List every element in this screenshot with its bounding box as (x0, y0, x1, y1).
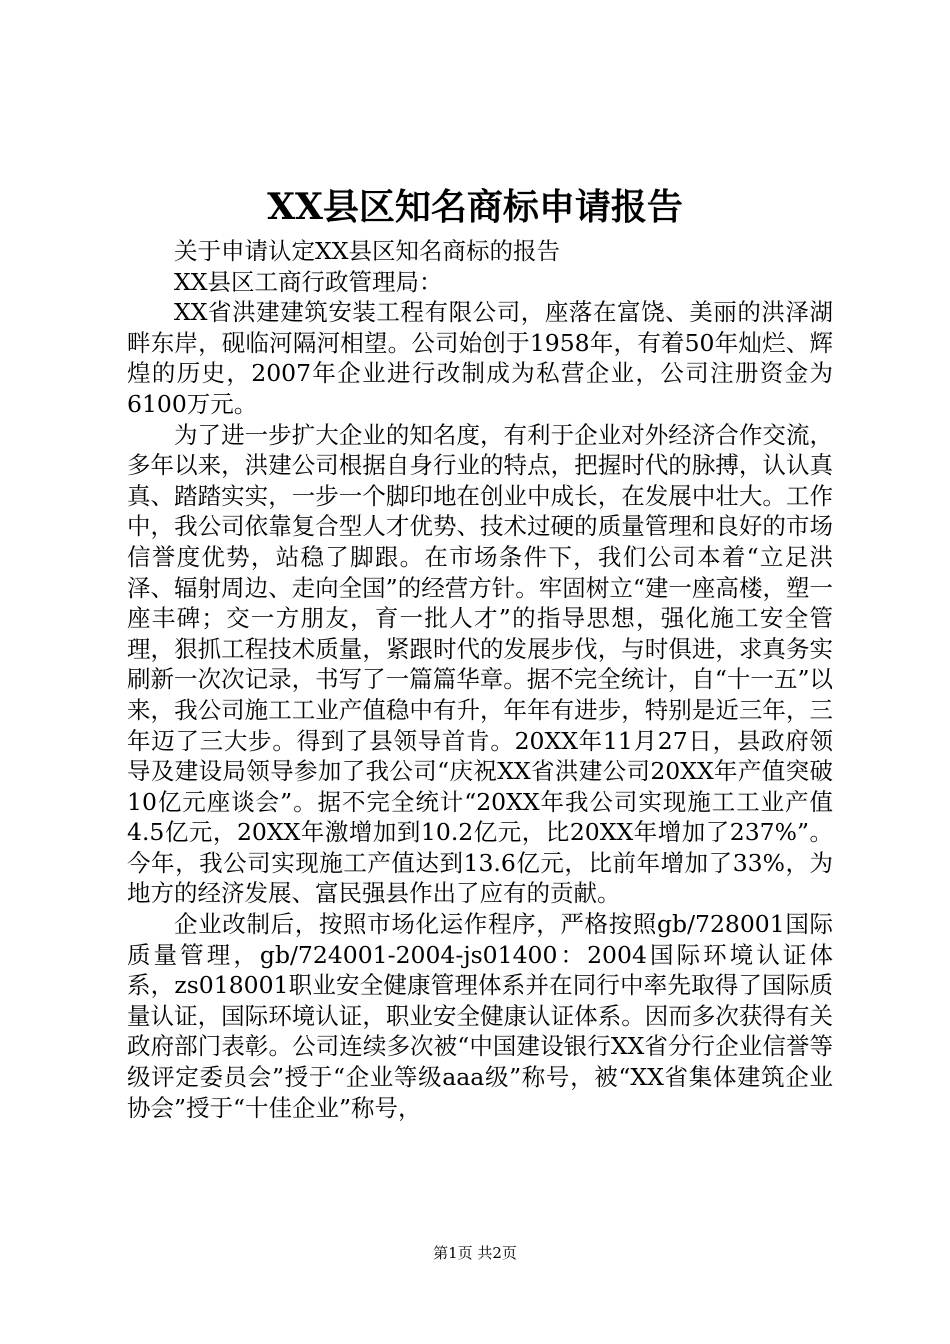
report-subject: 关于申请认定XX县区知名商标的报告 (174, 237, 560, 265)
document-title: XX县区知名商标申请报告 (267, 186, 683, 228)
salutation: XX县区工商行政管理局： (174, 267, 443, 296)
paragraph-company-intro: XX省洪建建筑安装工程有限公司，座落在富饶、美丽的洪泽湖畔东岸，砚临河隔河相望。公司始创于1958年，有着50年灿烂、辉煌的历史，2007年企业进行改制成为私营企业，公司注册资金为6100万元。 (127, 298, 833, 418)
paragraph-development: 为了进一步扩大企业的知名度，有利于企业对外经济合作交流，多年以来，洪建公司根据自身行业的特点，把握时代的脉搏，认认真真、踏踏实实，一步一个脚印地在创业中成长，在发展中壮大。工作中，我公司依靠复合型人才优势、技术过硬的质量管理和良好的市场信誉度优势，站稳了脚跟。在市场条件下，我们公司本着“立足洪泽、辐射周边、走向全国”的经营方针。牢固树立“建一座高楼，塑一座丰碑；交一方朋友，育一批人才”的指导思想，强化施工安全管理，狠抓工程技术质量，紧跟时代的发展步伐，与时俱进，求真务实刷新一次次记录，书写了一篇篇华章。据不完全统计，自“十一五”以来，我公司施工工业产值稳中有升，年年有进步，特别是近三年，三年迈了三大步。得到了县领导首肯。20XX年11月27日，县政府领导及建设局领导参加了我公司“庆祝XX省洪建公司20XX年产值突破10亿元座谈会”。据不完全统计“20XX年我公司实现施工工业产值4.5亿元，20XX年激增加到10.2亿元，比20XX年增加了237%”。今年，我公司实现施工产值达到13.6亿元，比前年增加了33%，为地方的经济发展、富民强县作出了应有的贡献。 (127, 420, 833, 908)
page-footer: 第1页 共2页 (433, 1244, 517, 1262)
paragraph-certification: 企业改制后，按照市场化运作程序，严格按照gb/728001国际质量管理，gb/724001-2004-js01400：2004国际环境认证体系，zs018001职业安全健康管理体系并在同行中率先取得了国际质量认证，国际环境认证，职业安全健康认证体系。因而多次获得有关政府部门表彰。公司连续多次被“中国建设银行XX省分行企业信誉等级评定委员会”授于“企业等级aaa级”称号，被“XX省集体建筑企业协会”授于“十佳企业”称号， (127, 910, 833, 1122)
document-body (127, 236, 833, 1123)
